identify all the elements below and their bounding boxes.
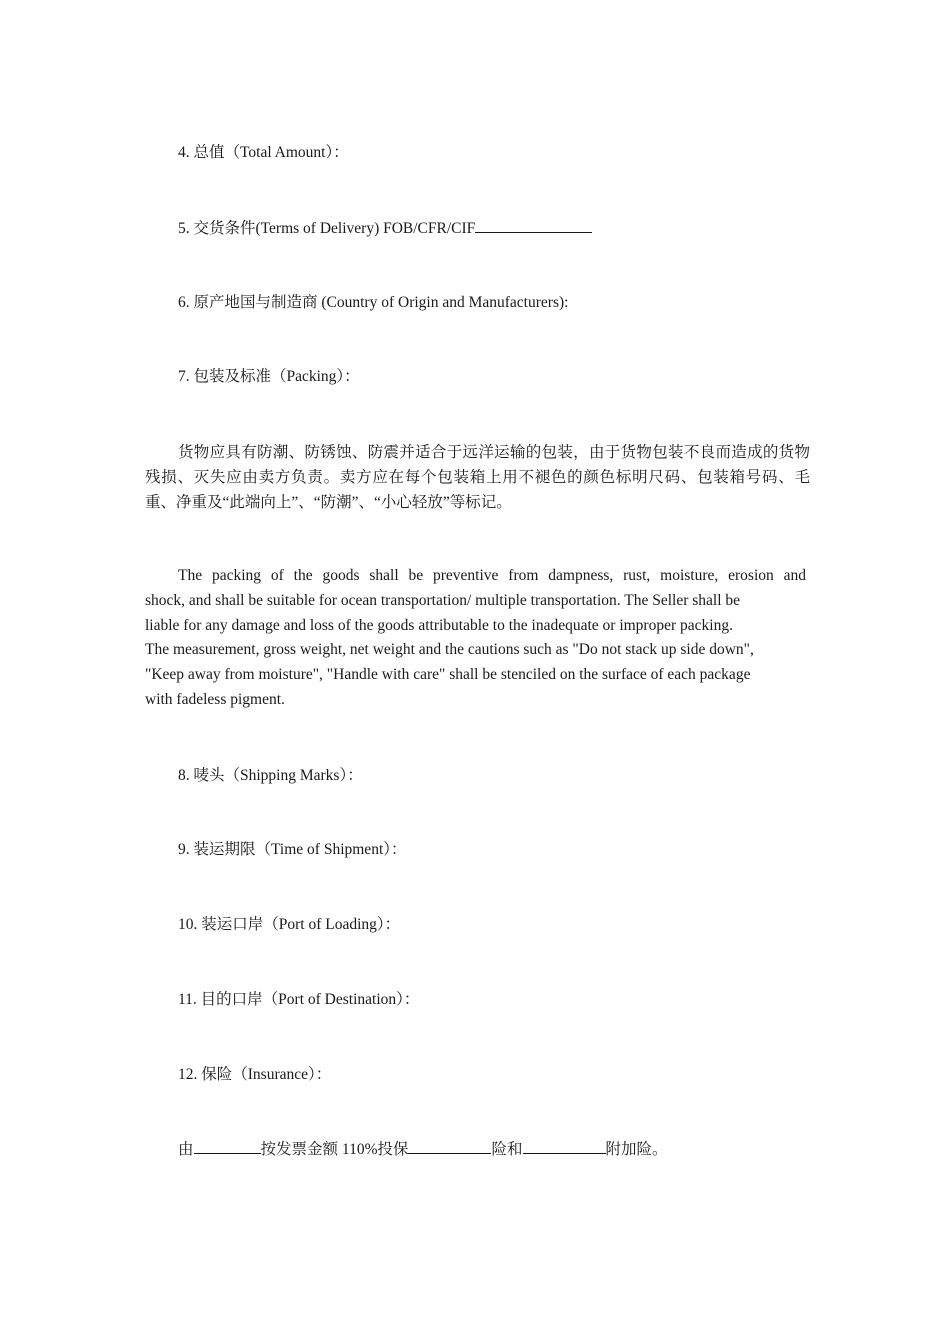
insurance-clause xyxy=(178,1139,668,1160)
packing-clause-english xyxy=(145,564,835,713)
packing-clause-en-line-4: The measurement, gross weight, net weight and the cautions such as "Do not stack up side down", xyxy=(145,641,754,659)
additional-risk-blank xyxy=(523,1139,606,1154)
item-country-of-origin: 6. 原产地国与制造商 (Country of Origin and Manufacturers): xyxy=(178,294,569,311)
terms-of-delivery-blank xyxy=(475,218,592,233)
packing-clause-chinese: 货物应具有防潮、防锈蚀、防震并适合于远洋运输的包装，由于货物包装不良而造成的货物残损、灭失应由卖方负责。卖方应在每个包装箱上用不褪色的颜色标明尺码、包装箱号码、毛重、净重及“此端向上”、“防潮”、“小心轻放”等标记。 xyxy=(145,444,810,511)
item-port-of-destination: 11. 目的口岸（Port of Destination）： xyxy=(178,991,420,1008)
item-port-of-loading: 10. 装运口岸（Port of Loading）： xyxy=(178,916,401,933)
risk-type-blank xyxy=(408,1139,491,1154)
insurance-clause-part-2: 按发票金额 110%投保 xyxy=(260,1141,409,1158)
item-packing: 7. 包装及标准（Packing）： xyxy=(178,368,360,385)
packing-clause-en-line-2: shock, and shall be suitable for ocean transportation/ multiple transportation. The Seller shall be xyxy=(145,591,741,609)
insurance-clause-part-1: 由 xyxy=(178,1141,194,1158)
packing-clause-en-line-3: liable for any damage and loss of the goods attributable to the inadequate or improper packing. xyxy=(145,616,733,634)
item-total-amount: 4. 总值（Total Amount）： xyxy=(178,144,349,161)
item-insurance: 12. 保险（Insurance）： xyxy=(178,1066,332,1083)
insurance-clause-part-4: 附加险。 xyxy=(605,1141,668,1158)
item-time-of-shipment: 9. 装运期限（Time of Shipment）： xyxy=(178,841,407,858)
packing-clause-en-line-5: "Keep away from moisture", "Handle with care" shall be stenciled on the surface of each package xyxy=(145,666,751,684)
packing-clause-en-line-6: with fadeless pigment. xyxy=(145,690,285,708)
item-terms-of-delivery xyxy=(178,218,592,239)
packing-clause-en-line-1: The packing of the goods shall be preventive from dampness, rust, moisture, erosion and xyxy=(178,567,806,584)
item-shipping-marks: 8. 唛头（Shipping Marks）： xyxy=(178,767,363,784)
insurance-clause-part-3: 险和 xyxy=(491,1141,523,1158)
insurer-blank xyxy=(194,1139,261,1154)
terms-of-delivery-label: 5. 交货条件(Terms of Delivery) FOB/CFR/CIF xyxy=(178,220,476,237)
